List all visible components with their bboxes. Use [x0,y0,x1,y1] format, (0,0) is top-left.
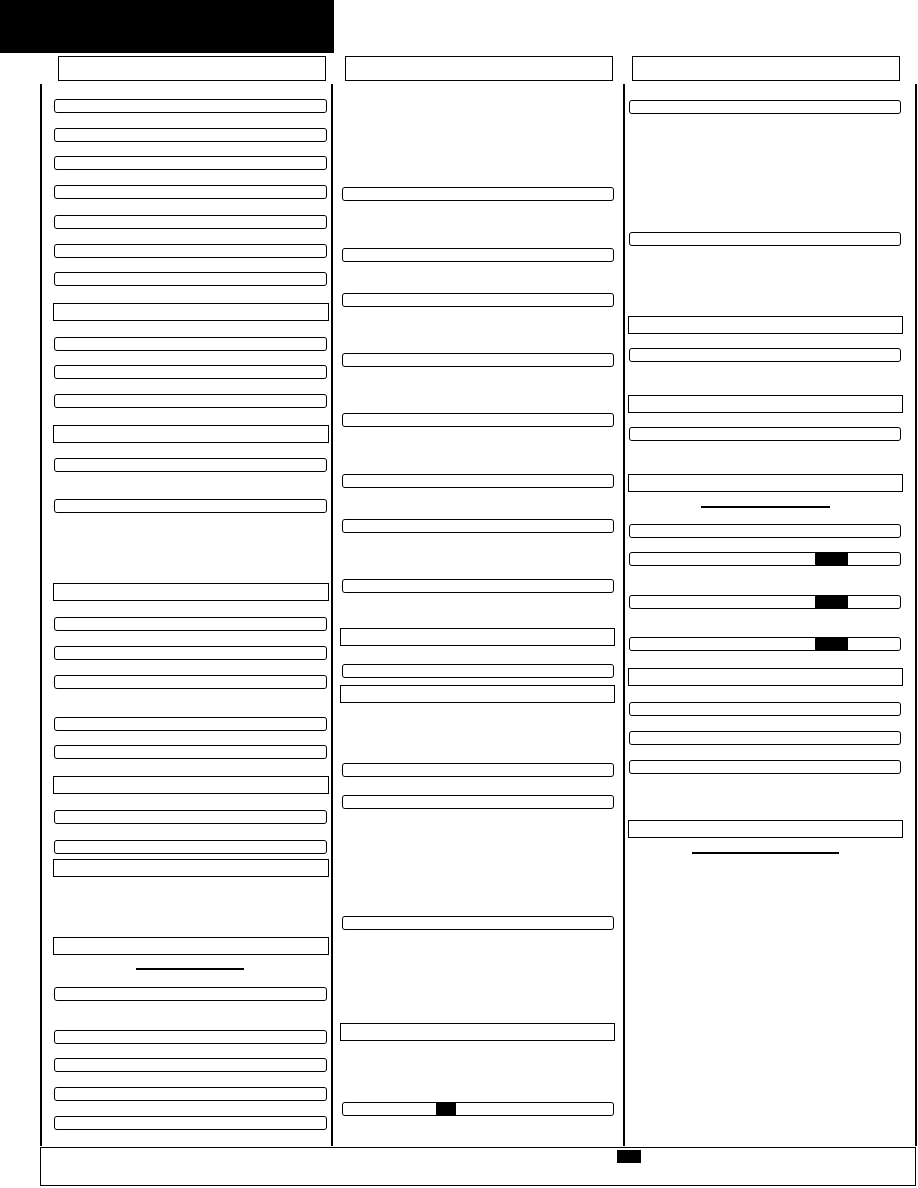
form-field[interactable] [54,646,327,660]
form-field[interactable] [629,702,901,716]
section-header [53,425,329,443]
section-header [53,776,329,794]
form-field[interactable] [342,916,614,930]
field-tab-filled [815,553,848,565]
form-field[interactable] [629,595,901,609]
form-field[interactable] [342,187,614,201]
form-field[interactable] [342,795,614,809]
form-field[interactable] [629,100,901,114]
form-field[interactable] [629,524,901,538]
form-field[interactable] [629,427,901,441]
form-field[interactable] [54,617,327,631]
section-header [628,316,903,334]
section-header [53,859,329,877]
form-field[interactable] [54,337,327,351]
form-field[interactable] [54,717,327,731]
column-divider-1 [331,84,333,1146]
underline-rule [136,968,244,970]
form-field[interactable] [54,365,327,379]
form-field[interactable] [342,293,614,307]
form-field[interactable] [54,215,327,229]
form-field[interactable] [342,474,614,488]
form-field[interactable] [54,394,327,408]
underline-rule [701,506,830,508]
field-tab-filled [815,638,848,650]
form-field[interactable] [54,810,327,824]
form-field[interactable] [54,1087,327,1101]
form-field[interactable] [54,244,327,258]
form-field[interactable] [342,413,614,427]
form-field[interactable] [54,185,327,199]
form-field[interactable] [54,745,327,759]
underline-rule [692,852,839,854]
form-field[interactable] [629,760,901,774]
form-field[interactable] [54,1058,327,1072]
form-field[interactable] [342,664,614,678]
form-field[interactable] [54,840,327,854]
form-field[interactable] [629,348,901,362]
column-1-heading [58,56,326,81]
form-field[interactable] [54,675,327,689]
form-field[interactable] [54,1116,327,1130]
section-header [340,685,615,703]
footer-badge [617,1150,641,1163]
form-field[interactable] [54,156,327,170]
form-field[interactable] [342,353,614,367]
form-field[interactable] [342,519,614,533]
field-tab-filled [815,596,848,608]
section-header [340,1023,615,1041]
column-2-heading [345,56,613,81]
logo-block [0,0,334,53]
checkbox-filled[interactable] [436,1102,456,1116]
footer-box [40,1147,916,1186]
column-divider-2 [623,84,625,1146]
section-header [628,395,903,413]
form-field[interactable] [54,99,327,113]
column-divider-right [915,84,917,1146]
column-divider-left [40,84,42,1146]
form-field[interactable] [629,731,901,745]
form-field[interactable] [342,763,614,777]
form-field[interactable] [54,499,327,513]
section-header [53,937,329,955]
form-field[interactable] [54,128,327,142]
section-header [628,668,903,686]
form-field[interactable] [54,1030,327,1044]
section-header [53,583,329,601]
form-field[interactable] [342,248,614,262]
form-field[interactable] [54,458,327,472]
column-3-heading [632,56,900,81]
form-field[interactable] [342,1102,614,1116]
section-header [53,303,329,321]
form-field[interactable] [629,637,901,651]
section-header [340,628,615,646]
form-field[interactable] [54,272,327,286]
form-field[interactable] [629,552,901,566]
section-header [628,820,903,838]
form-field[interactable] [342,579,614,593]
form-field[interactable] [629,232,901,246]
section-header [628,474,903,492]
form-field[interactable] [54,987,327,1001]
